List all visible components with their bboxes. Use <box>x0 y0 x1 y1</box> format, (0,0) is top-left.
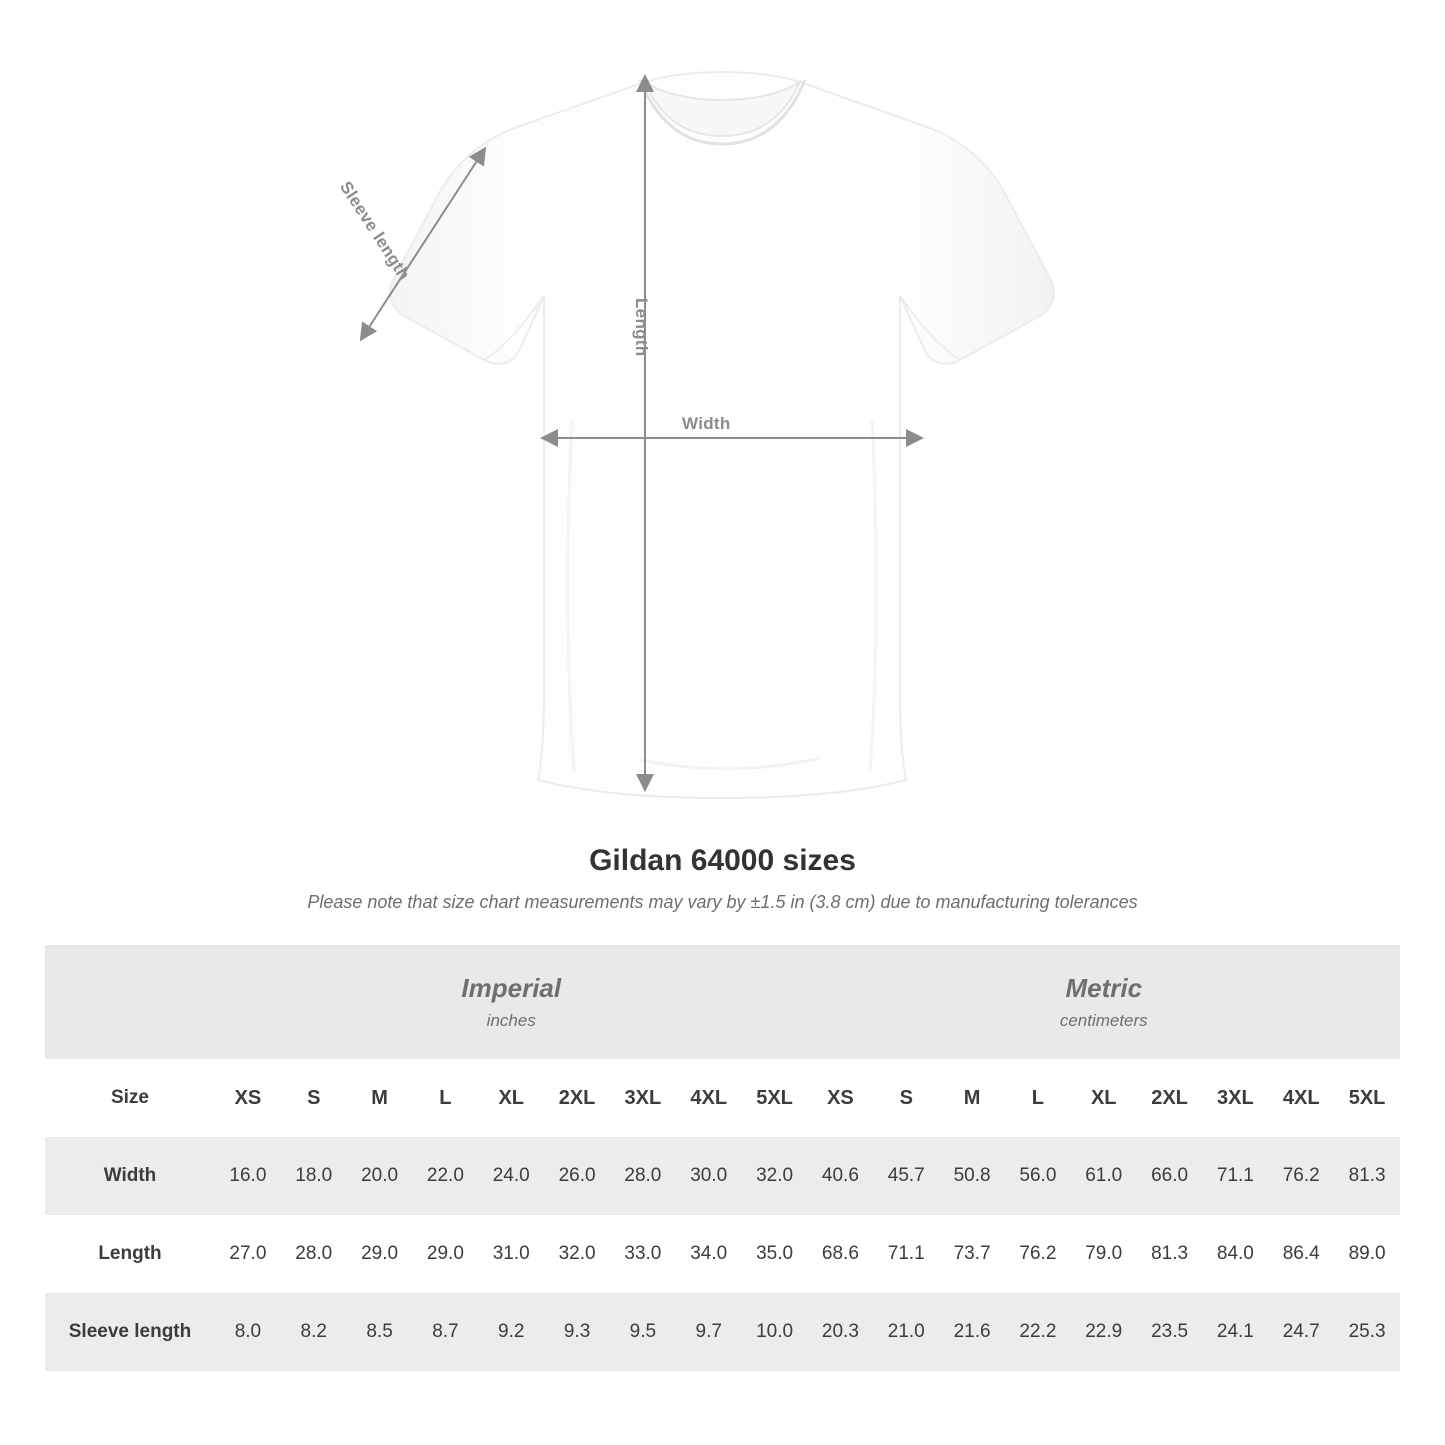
table-row <box>45 1293 1400 1371</box>
unit-group-header-imperial <box>215 945 808 1059</box>
width-label: Width <box>682 414 731 433</box>
measurement-cell: 31.0 <box>478 1215 544 1293</box>
measurement-cell: 25.3 <box>1334 1293 1400 1371</box>
tshirt-shape <box>390 72 1054 798</box>
title-block <box>0 844 1445 913</box>
measurement-cell: 68.6 <box>808 1215 874 1293</box>
measurement-cell: 30.0 <box>676 1137 742 1215</box>
size-column-header: 4XL <box>676 1059 742 1137</box>
measurement-cell: 50.8 <box>939 1137 1005 1215</box>
measurement-cell: 20.3 <box>808 1293 874 1371</box>
measurement-cell: 10.0 <box>742 1293 808 1371</box>
measurement-cell: 8.2 <box>281 1293 347 1371</box>
size-column-header: 2XL <box>544 1059 610 1137</box>
measurement-cell: 89.0 <box>1334 1215 1400 1293</box>
measurement-cell: 9.5 <box>610 1293 676 1371</box>
measurement-cell: 9.2 <box>478 1293 544 1371</box>
unit-group-subtitle: inches <box>486 1010 536 1030</box>
measurement-cell: 71.1 <box>1202 1137 1268 1215</box>
measurement-cell: 21.6 <box>939 1293 1005 1371</box>
measurement-cell: 16.0 <box>215 1137 281 1215</box>
measurement-cell: 76.2 <box>1268 1137 1334 1215</box>
measurement-cell: 28.0 <box>281 1215 347 1293</box>
size-column-header: XS <box>215 1059 281 1137</box>
measurement-cell: 24.0 <box>478 1137 544 1215</box>
unit-group-subtitle: centimeters <box>1059 1010 1148 1030</box>
measurement-cell: 79.0 <box>1071 1215 1137 1293</box>
measurement-cell: 22.2 <box>1005 1293 1071 1371</box>
size-column-header: XS <box>808 1059 874 1137</box>
table-row <box>45 1215 1400 1293</box>
sleeve-length-label: Sleeve length <box>336 178 414 284</box>
size-column-header: XL <box>478 1059 544 1137</box>
size-column-header: 5XL <box>742 1059 808 1137</box>
size-column-header: 2XL <box>1137 1059 1203 1137</box>
measurement-cell: 81.3 <box>1334 1137 1400 1215</box>
size-table <box>45 945 1400 1371</box>
measurement-cell: 32.0 <box>544 1215 610 1293</box>
measurement-cell: 24.1 <box>1202 1293 1268 1371</box>
tolerance-note: Please note that size chart measurements may vary by ±1.5 in (3.8 cm) due to manufacturing tolerances <box>307 892 1138 912</box>
measurement-cell: 23.5 <box>1137 1293 1203 1371</box>
measurement-cell: 20.0 <box>347 1137 413 1215</box>
measurement-cell: 22.9 <box>1071 1293 1137 1371</box>
size-column-header: XL <box>1071 1059 1137 1137</box>
size-column-header: S <box>873 1059 939 1137</box>
size-column-header: L <box>1005 1059 1071 1137</box>
size-column-header: M <box>939 1059 1005 1137</box>
measurement-cell: 24.7 <box>1268 1293 1334 1371</box>
unit-group-name: Imperial <box>461 973 562 1004</box>
measurement-cell: 84.0 <box>1202 1215 1268 1293</box>
measurement-cell: 86.4 <box>1268 1215 1334 1293</box>
measurement-cell: 28.0 <box>610 1137 676 1215</box>
measurement-cell: 35.0 <box>742 1215 808 1293</box>
measurement-cell: 8.5 <box>347 1293 413 1371</box>
measurement-cell: 71.1 <box>873 1215 939 1293</box>
measurement-cell: 34.0 <box>676 1215 742 1293</box>
measurement-cell: 29.0 <box>412 1215 478 1293</box>
unit-group-name: Metric <box>1065 973 1143 1004</box>
measurement-cell: 33.0 <box>610 1215 676 1293</box>
measurement-cell: 22.0 <box>412 1137 478 1215</box>
length-label: Length <box>632 298 651 357</box>
measurement-cell: 76.2 <box>1005 1215 1071 1293</box>
measurement-cell: 29.0 <box>347 1215 413 1293</box>
measurement-cell: 61.0 <box>1071 1137 1137 1215</box>
measurement-cell: 40.6 <box>808 1137 874 1215</box>
measurement-cell: 21.0 <box>873 1293 939 1371</box>
measurement-cell: 66.0 <box>1137 1137 1203 1215</box>
row-header-length: Length <box>45 1215 215 1293</box>
row-header-width: Width <box>45 1137 215 1215</box>
row-header-sleeve-length: Sleeve length <box>45 1293 215 1371</box>
size-column-header: L <box>412 1059 478 1137</box>
row-header-size: Size <box>45 1059 215 1137</box>
table-row <box>45 1137 1400 1215</box>
measurement-cell: 9.3 <box>544 1293 610 1371</box>
unit-group-header-metric <box>808 945 1401 1059</box>
table-units-row <box>45 945 1400 1059</box>
size-column-header: 5XL <box>1334 1059 1400 1137</box>
table-size-row <box>45 1059 1400 1137</box>
size-column-header: 3XL <box>610 1059 676 1137</box>
measurement-cell: 73.7 <box>939 1215 1005 1293</box>
measurement-cell: 81.3 <box>1137 1215 1203 1293</box>
measurement-cell: 27.0 <box>215 1215 281 1293</box>
size-column-header: M <box>347 1059 413 1137</box>
measurement-cell: 32.0 <box>742 1137 808 1215</box>
units-row-corner <box>45 945 215 1059</box>
size-table-wrapper <box>45 945 1400 1371</box>
measurement-cell: 8.0 <box>215 1293 281 1371</box>
page-title: Gildan 64000 sizes <box>589 844 856 877</box>
measurement-cell: 45.7 <box>873 1137 939 1215</box>
measurement-cell: 56.0 <box>1005 1137 1071 1215</box>
measurement-cell: 9.7 <box>676 1293 742 1371</box>
measurement-cell: 26.0 <box>544 1137 610 1215</box>
size-column-header: 4XL <box>1268 1059 1334 1137</box>
size-column-header: S <box>281 1059 347 1137</box>
measurement-cell: 8.7 <box>412 1293 478 1371</box>
size-column-header: 3XL <box>1202 1059 1268 1137</box>
measurement-cell: 18.0 <box>281 1137 347 1215</box>
